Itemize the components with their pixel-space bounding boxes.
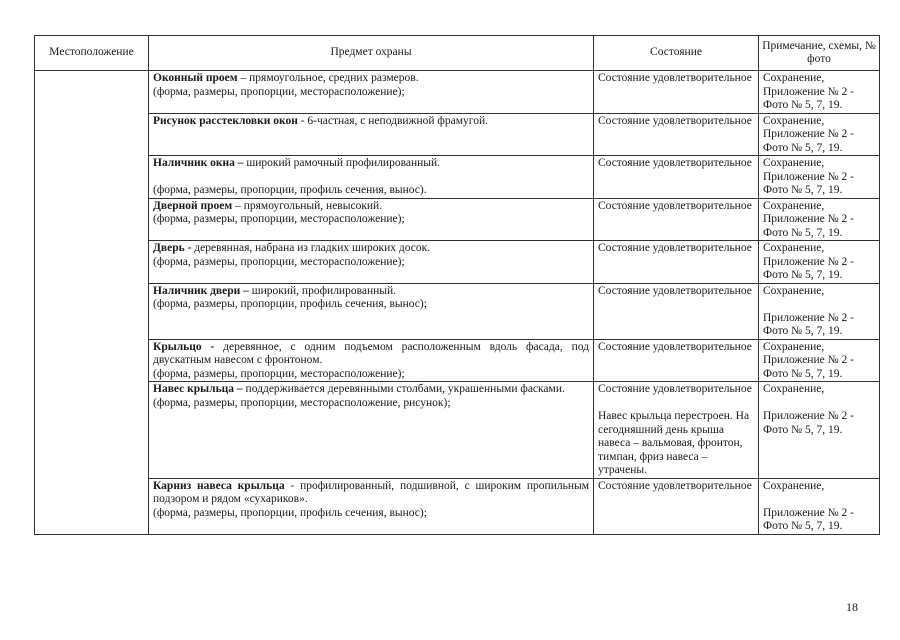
note-cell [759, 382, 880, 479]
subject-cell [149, 71, 594, 114]
note-appendix: Приложение № 2 - [763, 311, 854, 324]
note-action: Сохранение, [763, 157, 825, 169]
header-subject: Предмет охраны [149, 36, 594, 71]
state-cell: Состояние удовлетворительное [594, 339, 759, 382]
note-photos: Фото № 5, 7, 19. [763, 367, 843, 380]
note-cell [759, 283, 880, 339]
note-appendix: Приложение № 2 - [763, 85, 854, 98]
table-row [35, 339, 880, 382]
note-photos: Фото № 5, 7, 19. [763, 226, 843, 239]
subject-params: (форма, размеры, пропорции, профиль сечения, вынос); [153, 298, 427, 310]
note-cell [759, 198, 880, 241]
header-state: Состояние [594, 36, 759, 71]
note-appendix: Приложение № 2 - [763, 354, 854, 366]
note-photos: Фото № 5, 7, 19. [763, 520, 843, 532]
subject-title: Карниз навеса крыльца [153, 479, 285, 492]
table-row [35, 283, 880, 339]
note-appendix: Приложение № 2 - [763, 128, 854, 140]
note-appendix: Приложение № 2 - [763, 410, 854, 422]
state-cell: Состояние удовлетворительное [594, 478, 759, 534]
blank-line [598, 397, 754, 411]
subject-params: (форма, размеры, пропорции, месторасположение); [153, 85, 405, 98]
subject-desc: - 6-частная, с неподвижной фрамугой. [297, 114, 488, 127]
table-row [35, 241, 880, 284]
note-action: Сохранение, [763, 284, 825, 297]
subject-title: Крыльцо - [153, 340, 215, 353]
subject-params: (форма, размеры, пропорции, профиль сечения, вынос); [153, 506, 427, 519]
table-row [35, 382, 880, 479]
note-photos: Фото № 5, 7, 19. [763, 184, 843, 196]
note-photos: Фото № 5, 7, 19. [763, 141, 843, 154]
subject-desc: поддерживается деревянными столбами, украшенными фасками. [242, 383, 565, 395]
subject-desc: деревянная, набрана из гладких широких досок. [191, 242, 431, 254]
note-action: Сохранение, [763, 242, 825, 254]
blank-line [153, 171, 589, 185]
table-header-row [35, 36, 880, 71]
table-row [35, 113, 880, 156]
subject-title: Дверь - [153, 242, 192, 254]
subject-cell [149, 156, 594, 199]
blank-line [763, 397, 875, 411]
note-photos: Фото № 5, 7, 19. [763, 269, 843, 281]
state-cell: Состояние удовлетворительное [594, 198, 759, 241]
state-cell: Состояние удовлетворительное [594, 241, 759, 284]
subject-desc: - профилированный, подшивной, с широким пропильным подзором и рядом «сухариков». [153, 479, 589, 505]
note-appendix: Приложение № 2 - [763, 213, 854, 225]
location-cell [35, 71, 149, 535]
subject-cell [149, 241, 594, 284]
note-action: Сохранение, [763, 72, 825, 84]
subject-cell [149, 113, 594, 156]
subject-title: Оконный проем [153, 72, 238, 84]
subject-cell [149, 339, 594, 382]
note-action: Сохранение, [763, 199, 825, 212]
blank-line [763, 298, 875, 312]
note-cell [759, 113, 880, 156]
page-number: 18 [846, 600, 858, 614]
subject-desc: – прямоугольный, невысокий. [232, 199, 383, 212]
note-action: Сохранение, [763, 383, 825, 395]
note-cell [759, 241, 880, 284]
state-text: Состояние удовлетворительное [598, 383, 752, 395]
note-cell [759, 156, 880, 199]
subject-cell [149, 478, 594, 534]
table-row [35, 71, 880, 114]
subject-params: (форма, размеры, пропорции, месторасположение); [153, 213, 405, 225]
header-note: Примечание, схемы, № фото [759, 36, 880, 71]
note-appendix: Приложение № 2 - [763, 506, 854, 519]
subject-desc: – прямоугольное, средних размеров. [237, 72, 419, 84]
state-cell: Состояние удовлетворительное [594, 156, 759, 199]
note-action: Сохранение, [763, 340, 825, 353]
state-cell: Состояние удовлетворительное [594, 283, 759, 339]
state-cell: Состояние удовлетворительное [594, 113, 759, 156]
table-row [35, 156, 880, 199]
subject-title: Наличник окна – [153, 157, 244, 169]
subject-cell [149, 283, 594, 339]
state-cell [594, 382, 759, 479]
state-cell: Состояние удовлетворительное [594, 71, 759, 114]
state-extra: Навес крыльца перестроен. На сегодняшний день крыша навеса – вальмовая, фронтон, тимпан, фриз навеса – утрачены. [598, 410, 750, 476]
subject-desc: деревянное, с одним подъемом расположенным вдоль фасада, под двускатным навесом с фронтоном. [153, 340, 590, 366]
subject-title: Дверной проем [153, 199, 233, 212]
note-action: Сохранение, [763, 114, 825, 127]
subject-params: (форма, размеры, пропорции, месторасположение); [153, 255, 405, 268]
subject-cell [149, 382, 594, 479]
blank-line [763, 493, 875, 507]
note-action: Сохранение, [763, 479, 825, 492]
note-cell [759, 478, 880, 534]
note-photos: Фото № 5, 7, 19. [763, 325, 843, 337]
note-cell [759, 71, 880, 114]
subject-title: Наличник двери – [153, 284, 249, 297]
subject-desc: широкий, профилированный. [248, 284, 397, 297]
protection-table [34, 35, 880, 535]
subject-title: Рисунок расстекловки окон [153, 114, 298, 127]
table-row [35, 198, 880, 241]
subject-params: (форма, размеры, пропорции, профиль сечения, вынос). [153, 184, 427, 196]
subject-title: Навес крыльца – [153, 383, 243, 395]
header-location: Местоположение [35, 36, 149, 71]
note-appendix: Приложение № 2 - [763, 170, 854, 183]
note-cell [759, 339, 880, 382]
subject-params: (форма, размеры, пропорции, месторасположение); [153, 367, 405, 380]
subject-params: (форма, размеры, пропорции, месторасположение, рисунок); [153, 396, 451, 409]
table-row [35, 478, 880, 534]
subject-cell [149, 198, 594, 241]
note-appendix: Приложение № 2 - [763, 255, 854, 268]
note-photos: Фото № 5, 7, 19. [763, 99, 843, 111]
note-photos: Фото № 5, 7, 19. [763, 423, 843, 436]
subject-desc: широкий рамочный профилированный. [243, 157, 441, 169]
